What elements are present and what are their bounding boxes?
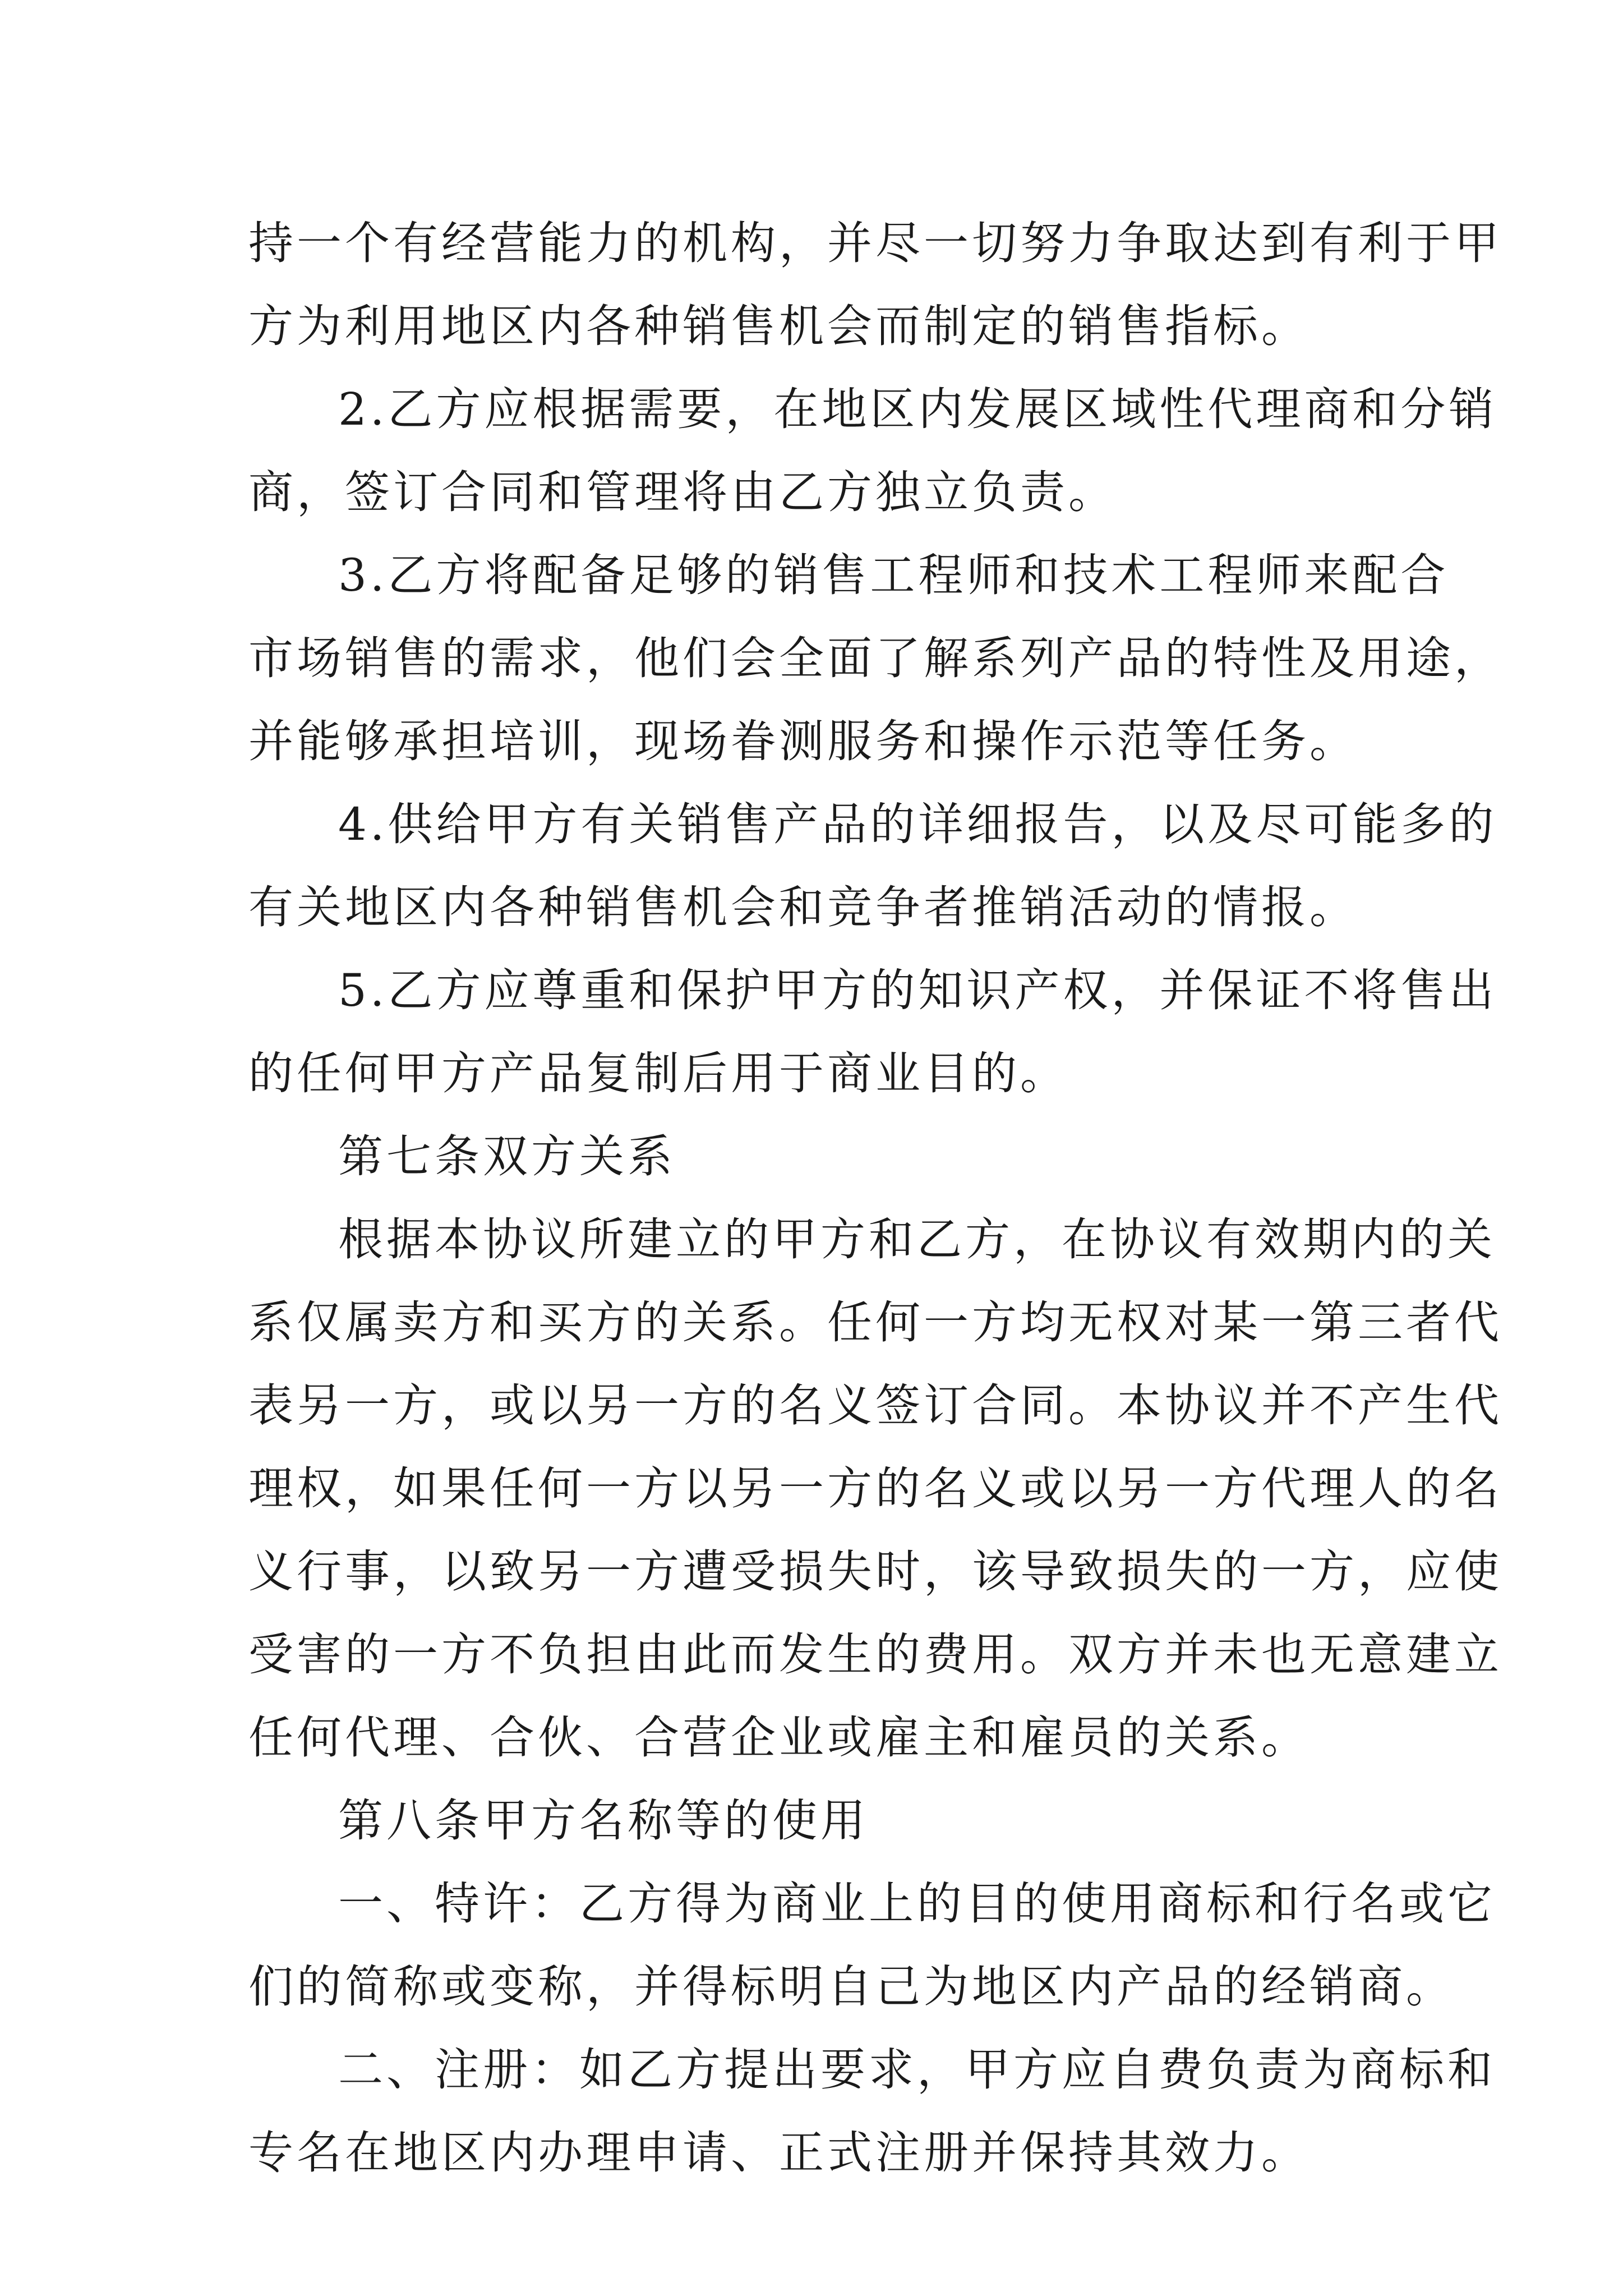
text-line: 市场销售的需求，他们会全面了解系列产品的特性及用途， (248, 632, 1502, 684)
text-line: 有关地区内各种销售机会和竞争者推销活动的情报。 (248, 881, 1358, 933)
paragraph-article-7-body (248, 1198, 1502, 1779)
text-line: 任何代理、合伙、合营企业或雇主和雇员的关系。 (248, 1711, 1310, 1764)
text-line: 持一个有经营能力的机构，并尽一切努力争取达到有利于甲 (248, 217, 1502, 269)
text-line: 专名在地区内办理申请、正式注册并保持其效力。 (248, 2127, 1310, 2179)
heading-line: 第八条甲方名称等的使用 (338, 1795, 869, 1847)
heading-line: 第七条双方关系 (338, 1130, 676, 1182)
text-line: 表另一方，或以另一方的名义签订合同。本协议并不产生代 (248, 1379, 1502, 1432)
text-line: 4.供给甲方有关销售产品的详细报告，以及尽可能多的 (338, 798, 1497, 850)
text-line: 根据本协议所建立的甲方和乙方，在协议有效期内的关 (338, 1213, 1496, 1266)
paragraph-continuation (248, 202, 1502, 368)
section-heading-article-7 (248, 1115, 1381, 1198)
text-line: 们的简称或变称，并得标明自己为地区内产品的经销商。 (248, 1961, 1454, 2013)
text-line: 的任何甲方产品复制后用于商业目的。 (248, 1047, 1068, 1099)
text-line: 二、注册：如乙方提出要求，甲方应自费负责为商标和 (338, 2044, 1496, 2096)
text-line: 一、特许：乙方得为商业上的目的使用商标和行名或它 (338, 1878, 1496, 1930)
document-body (248, 202, 1502, 2194)
text-line: 义行事，以致另一方遭受损失时，该导致损失的一方，应使 (248, 1545, 1502, 1598)
text-line: 并能够承担培训，现场眷测服务和操作示范等任务。 (248, 715, 1358, 767)
paragraph-item-3 (248, 534, 1502, 783)
text-line: 商，签订合同和管理将由乙方独立负责。 (248, 466, 1117, 518)
text-line: 受害的一方不负担由此而发生的费用。双方并未也无意建立 (248, 1628, 1502, 1681)
paragraph-license (248, 1862, 1496, 2028)
section-heading-article-8 (248, 1779, 1381, 1862)
paragraph-item-5 (248, 949, 1497, 1115)
text-line: 系仅属卖方和买方的关系。任何一方均无权对某一第三者代 (248, 1296, 1502, 1349)
paragraph-registration (248, 2028, 1496, 2194)
paragraph-item-4 (248, 783, 1497, 949)
paragraph-item-2 (248, 368, 1497, 534)
text-line: 5.乙方应尊重和保护甲方的知识产权，并保证不将售出 (338, 964, 1497, 1016)
text-line: 2.乙方应根据需要，在地区内发展区域性代理商和分销 (338, 383, 1497, 435)
text-line: 3.乙方将配备足够的销售工程师和技术工程师来配合 (338, 549, 1449, 601)
text-line: 方为利用地区内各种销售机会而制定的销售指标。 (248, 300, 1310, 352)
text-line: 理权，如果任何一方以另一方的名义或以另一方代理人的名 (248, 1462, 1502, 1515)
